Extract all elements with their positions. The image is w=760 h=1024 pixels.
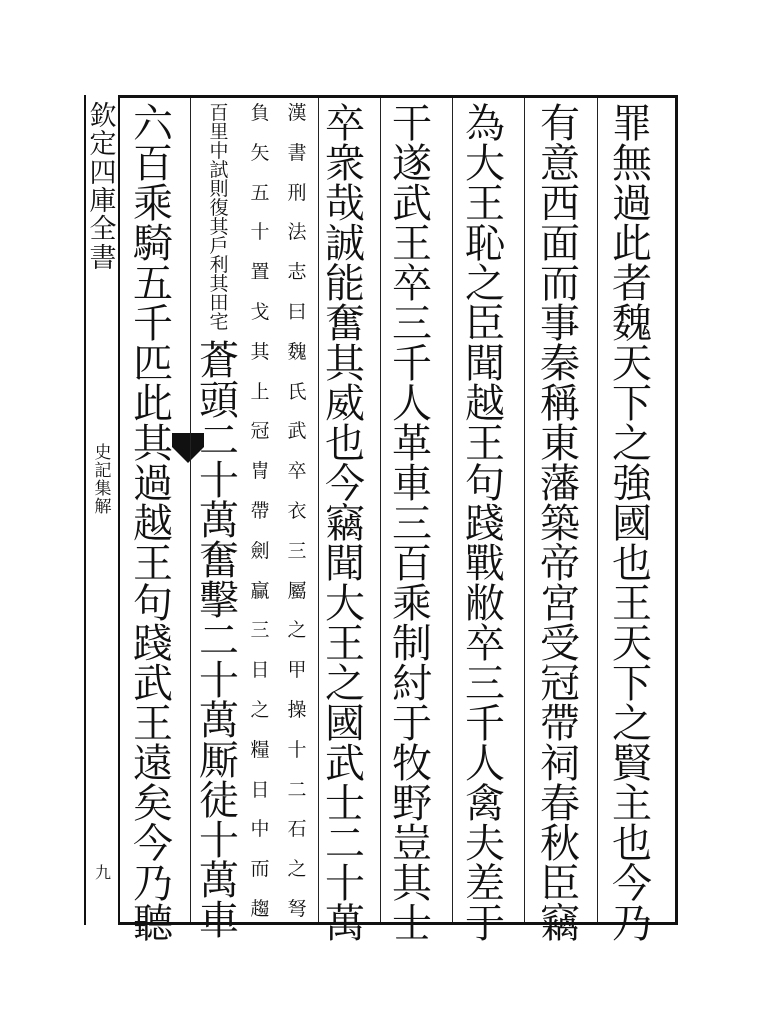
chapter-char: 解	[94, 496, 112, 517]
text-char: 人	[392, 381, 432, 427]
column-rule	[318, 98, 319, 922]
text-char: 者	[612, 261, 652, 307]
annotation-char: 則	[209, 178, 229, 200]
text-char: 此	[133, 381, 173, 427]
text-column	[388, 101, 436, 947]
text-char: 聞	[465, 341, 505, 387]
page-margin	[84, 95, 118, 925]
text-char: 禽	[465, 781, 505, 827]
text-char: 其	[325, 341, 365, 387]
text-column	[284, 104, 310, 919]
text-char: 革	[392, 421, 432, 467]
page-number	[86, 865, 120, 882]
annotation-char: 武	[287, 420, 307, 443]
text-column	[608, 101, 656, 947]
annotation-char: 十	[250, 221, 270, 244]
text-char: 蒼	[199, 338, 239, 384]
text-char: 句	[465, 461, 505, 507]
text-char: 其	[133, 421, 173, 467]
text-char: 二	[199, 618, 239, 664]
text-char: 聽	[133, 901, 173, 947]
text-char: 王	[465, 421, 505, 467]
text-char: 築	[540, 501, 580, 547]
text-char: 臣	[465, 301, 505, 347]
text-char: 于	[465, 901, 505, 947]
chapter-char: 集	[94, 478, 112, 499]
text-char: 千	[465, 701, 505, 747]
text-char: 受	[540, 621, 580, 667]
chapter-char: 記	[94, 460, 112, 481]
text-char: 今	[133, 821, 173, 867]
text-char: 王	[325, 621, 365, 667]
column-rule	[190, 98, 191, 922]
text-char: 踐	[133, 621, 173, 667]
annotation-char: 法	[287, 221, 307, 244]
text-char: 千	[133, 301, 173, 347]
annotation-char: 利	[209, 254, 229, 276]
text-char: 東	[540, 421, 580, 467]
book-title-char: 書	[89, 242, 117, 274]
text-column	[536, 101, 584, 947]
text-char: 萬	[199, 498, 239, 544]
text-char: 千	[392, 341, 432, 387]
text-char: 無	[612, 141, 652, 187]
text-char: 卒	[325, 101, 365, 147]
text-char: 句	[133, 581, 173, 627]
text-char: 六	[133, 101, 173, 147]
annotation-char: 贏	[250, 579, 270, 602]
text-char: 秦	[540, 341, 580, 387]
column-rule	[452, 98, 453, 922]
annotation-char: 置	[250, 261, 270, 284]
text-char: 乘	[392, 581, 432, 627]
text-char: 王	[133, 541, 173, 587]
text-char: 聞	[325, 541, 365, 587]
text-char: 恥	[465, 221, 505, 267]
annotation-char: 劍	[250, 539, 270, 562]
text-char: 帶	[540, 701, 580, 747]
annotation-char: 衣	[287, 499, 307, 522]
column-rule	[524, 98, 525, 922]
text-char: 踐	[465, 501, 505, 547]
annotation-char: 之	[287, 858, 307, 881]
annotation-char: 戈	[250, 300, 270, 323]
text-char: 衆	[325, 141, 365, 187]
text-char: 野	[392, 781, 432, 827]
text-char: 大	[325, 581, 365, 627]
text-char: 乘	[133, 181, 173, 227]
book-title	[86, 103, 120, 273]
annotation-char: 百	[209, 102, 229, 124]
text-char: 牧	[392, 741, 432, 787]
annotation-char: 三	[287, 539, 307, 562]
text-char: 祠	[540, 741, 580, 787]
annotation-char: 宅	[209, 311, 229, 333]
text-char: 越	[133, 501, 173, 547]
text-char: 王	[465, 181, 505, 227]
text-char: 敝	[465, 581, 505, 627]
text-char: 罪	[612, 101, 652, 147]
text-column	[195, 102, 243, 944]
text-char: 二	[325, 821, 365, 867]
annotation-char: 田	[209, 292, 229, 314]
text-char: 天	[612, 621, 652, 667]
text-char: 百	[392, 541, 432, 587]
text-char: 今	[325, 461, 365, 507]
text-char: 百	[133, 141, 173, 187]
text-char: 藩	[540, 461, 580, 507]
text-char: 武	[325, 741, 365, 787]
text-char: 今	[612, 861, 652, 907]
text-char: 差	[465, 861, 505, 907]
annotation-char: 石	[287, 818, 307, 841]
book-title-char: 定	[89, 129, 117, 161]
text-char: 十	[199, 658, 239, 704]
column-rule	[597, 98, 598, 922]
text-char: 人	[465, 741, 505, 787]
text-char: 賢	[612, 741, 652, 787]
text-char: 五	[133, 261, 173, 307]
annotation-char: 魏	[287, 340, 307, 363]
text-char: 十	[325, 861, 365, 907]
text-char: 車	[199, 898, 239, 944]
text-char: 匹	[133, 341, 173, 387]
text-column	[461, 101, 509, 947]
text-char: 誠	[325, 221, 365, 267]
text-char: 也	[612, 821, 652, 867]
text-char: 下	[612, 661, 652, 707]
text-char: 能	[325, 261, 365, 307]
text-char: 國	[612, 501, 652, 547]
text-char: 士	[392, 901, 432, 947]
text-char: 乃	[133, 861, 173, 907]
text-char: 魏	[612, 301, 652, 347]
text-char: 之	[612, 421, 652, 467]
book-title-char: 全	[89, 214, 117, 246]
annotation-char: 氏	[287, 380, 307, 403]
annotation-char: 書	[287, 141, 307, 164]
annotation-char: 志	[287, 261, 307, 284]
text-char: 下	[612, 381, 652, 427]
annotation-char: 曰	[287, 300, 307, 323]
text-char: 王	[392, 221, 432, 267]
text-char: 之	[465, 261, 505, 307]
text-char: 越	[465, 381, 505, 427]
annotation-char: 刑	[287, 181, 307, 204]
text-char: 武	[392, 181, 432, 227]
text-char: 西	[540, 181, 580, 227]
annotation-char: 屬	[287, 579, 307, 602]
annotation-char: 之	[287, 619, 307, 642]
text-char: 過	[133, 461, 173, 507]
text-char: 奮	[325, 301, 365, 347]
text-char: 萬	[325, 901, 365, 947]
text-char: 萬	[199, 858, 239, 904]
annotation-char: 其	[250, 340, 270, 363]
text-char: 有	[540, 101, 580, 147]
text-char: 二	[199, 418, 239, 464]
text-char: 春	[540, 781, 580, 827]
text-char: 主	[612, 781, 652, 827]
text-char: 過	[612, 181, 652, 227]
text-char: 哉	[325, 181, 365, 227]
annotation-char: 中	[209, 140, 229, 162]
text-char: 騎	[133, 221, 173, 267]
annotation-char: 而	[250, 858, 270, 881]
text-char: 之	[612, 701, 652, 747]
text-char: 之	[325, 661, 365, 707]
text-char: 威	[325, 381, 365, 427]
annotation-char: 日	[250, 778, 270, 801]
text-char: 乃	[612, 901, 652, 947]
text-char: 事	[540, 301, 580, 347]
text-char: 紂	[392, 661, 432, 707]
text-char: 此	[612, 221, 652, 267]
annotation-char: 冑	[250, 460, 270, 483]
annotation-char: 戶	[209, 235, 229, 257]
chapter-title	[86, 445, 120, 516]
annotation-char: 冠	[250, 420, 270, 443]
column-rule	[380, 98, 381, 922]
page-number-char: 九	[94, 863, 111, 882]
text-char: 帝	[540, 541, 580, 587]
book-title-char: 庫	[89, 186, 117, 218]
text-char: 徒	[199, 778, 239, 824]
annotation-char: 趨	[250, 897, 270, 920]
text-char: 稱	[540, 381, 580, 427]
text-column	[247, 104, 273, 919]
annotation-char: 三	[250, 619, 270, 642]
text-char: 臣	[540, 861, 580, 907]
text-char: 萬	[199, 698, 239, 744]
text-char: 竊	[540, 901, 580, 947]
text-char: 遂	[392, 141, 432, 187]
text-char: 王	[612, 581, 652, 627]
annotation-char: 五	[250, 181, 270, 204]
text-char: 十	[199, 818, 239, 864]
text-column	[129, 101, 177, 947]
annotation-char: 卒	[287, 460, 307, 483]
text-char: 強	[612, 461, 652, 507]
annotation-char: 帶	[250, 499, 270, 522]
text-char: 王	[133, 701, 173, 747]
annotation-char: 操	[287, 698, 307, 721]
text-char: 意	[540, 141, 580, 187]
text-char: 也	[325, 421, 365, 467]
text-char: 武	[133, 661, 173, 707]
annotation-char: 之	[250, 698, 270, 721]
annotation-char: 中	[250, 818, 270, 841]
text-char: 三	[392, 301, 432, 347]
annotation-char: 上	[250, 380, 270, 403]
text-char: 于	[392, 701, 432, 747]
book-title-char: 欽	[89, 101, 117, 132]
annotation-char: 矢	[250, 141, 270, 164]
text-char: 頭	[199, 378, 239, 424]
text-char: 豈	[392, 821, 432, 867]
text-char: 天	[612, 341, 652, 387]
text-char: 戰	[465, 541, 505, 587]
text-char: 面	[540, 221, 580, 267]
text-char: 卒	[465, 621, 505, 667]
annotation-char: 十	[287, 738, 307, 761]
text-char: 為	[465, 101, 505, 147]
annotation-char: 二	[287, 778, 307, 801]
text-char: 夫	[465, 821, 505, 867]
text-char: 竊	[325, 501, 365, 547]
text-char: 奮	[199, 538, 239, 584]
text-column	[321, 101, 369, 947]
text-char: 擊	[199, 578, 239, 624]
annotation-char: 弩	[287, 897, 307, 920]
annotation-char: 試	[209, 159, 229, 181]
annotation-char: 甲	[287, 659, 307, 682]
text-char: 制	[392, 621, 432, 667]
text-char: 車	[392, 461, 432, 507]
text-char: 遠	[133, 741, 173, 787]
annotation-char: 其	[209, 273, 229, 295]
annotation-char: 漢	[287, 102, 307, 124]
text-char: 其	[392, 861, 432, 907]
text-char: 厮	[199, 738, 239, 784]
annotation-char: 其	[209, 216, 229, 238]
text-char: 士	[325, 781, 365, 827]
book-title-char: 四	[89, 157, 117, 189]
annotation-char: 日	[250, 659, 270, 682]
text-char: 三	[392, 501, 432, 547]
text-char: 矣	[133, 781, 173, 827]
annotation-char: 負	[250, 102, 270, 124]
text-char: 三	[465, 661, 505, 707]
text-char: 國	[325, 701, 365, 747]
text-char: 十	[199, 458, 239, 504]
text-char: 也	[612, 541, 652, 587]
text-char: 卒	[392, 261, 432, 307]
annotation-char: 復	[209, 197, 229, 219]
annotation-char: 里	[209, 121, 229, 143]
text-char: 冠	[540, 661, 580, 707]
text-char: 而	[540, 261, 580, 307]
annotation-char: 糧	[250, 738, 270, 761]
text-char: 干	[392, 101, 432, 147]
text-char: 大	[465, 141, 505, 187]
text-char: 秋	[540, 821, 580, 867]
text-char: 宮	[540, 581, 580, 627]
chapter-char: 史	[94, 443, 112, 463]
